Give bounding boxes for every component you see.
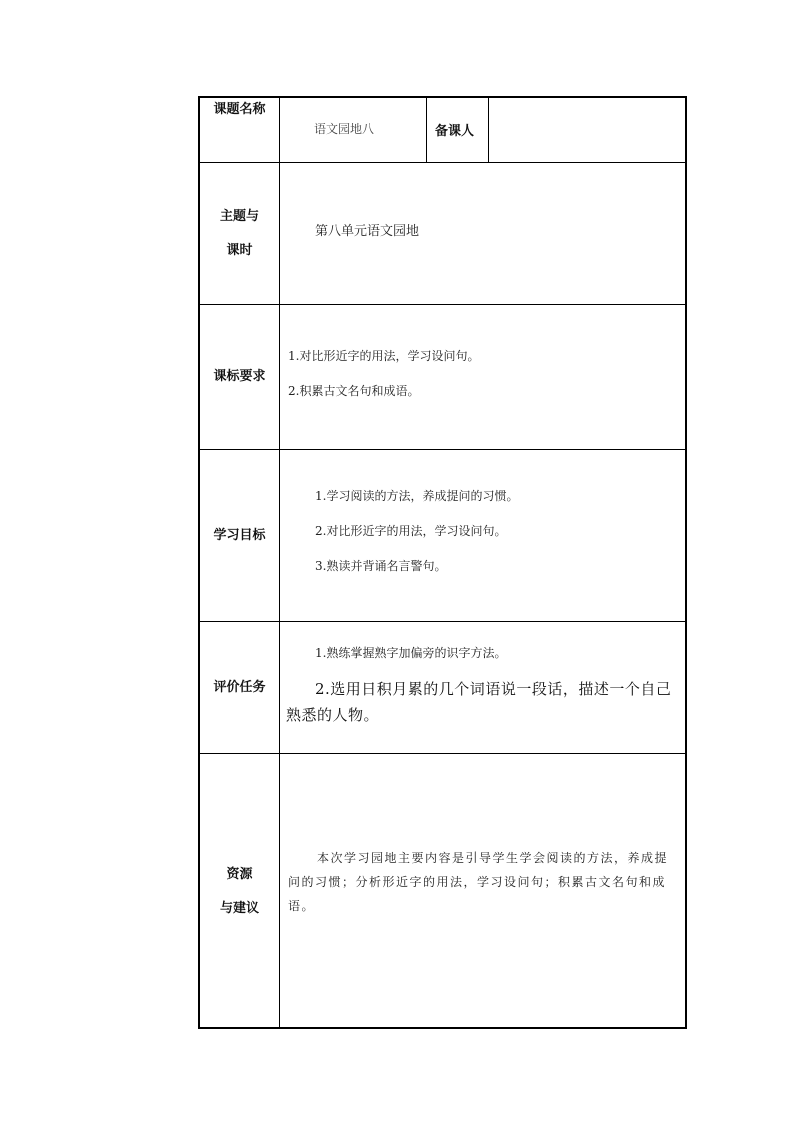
theme-cell bbox=[280, 163, 685, 304]
row-assessment bbox=[200, 622, 685, 754]
objectives-cell bbox=[280, 450, 685, 621]
assessment-label: 评价任务 bbox=[200, 622, 280, 753]
curriculum-cell bbox=[280, 305, 685, 449]
objective-item-3: 3.熟读并背诵名言警句。 bbox=[315, 559, 447, 573]
assessment-cell bbox=[280, 622, 685, 753]
course-title-value: 语文园地八 bbox=[280, 98, 427, 162]
objective-item-1: 1.学习阅读的方法，养成提问的习惯。 bbox=[315, 489, 519, 503]
preparer-value bbox=[489, 98, 685, 162]
row-resources bbox=[200, 754, 685, 1029]
resources-label-line2: 与建议 bbox=[219, 900, 259, 916]
resources-label bbox=[200, 754, 280, 1029]
objective-item-2: 2.对比形近字的用法，学习设问句。 bbox=[315, 524, 507, 538]
resources-text: 本次学习园地主要内容是引导学生学会阅读的方法，养成提问的习惯；分析形近字的用法，学习设问句；积累古文名句和成语。 bbox=[288, 851, 669, 913]
assessment-item-2: 2.选用日积月累的几个词语说一段话，描述一个自己熟悉的人物。 bbox=[286, 680, 672, 724]
row-curriculum bbox=[200, 305, 685, 450]
course-title-label: 课题名称 bbox=[200, 98, 280, 162]
curriculum-label: 课标要求 bbox=[200, 305, 280, 449]
row-theme bbox=[200, 163, 685, 305]
curriculum-item-1: 1.对比形近字的用法，学习设问句。 bbox=[288, 349, 480, 363]
theme-label-line1: 主题与 bbox=[219, 208, 259, 224]
theme-label-line2: 课时 bbox=[226, 242, 253, 258]
resources-label-line1: 资源 bbox=[226, 866, 253, 882]
row-course-title bbox=[200, 98, 685, 163]
row-objectives bbox=[200, 450, 685, 622]
preparer-label: 备课人 bbox=[427, 98, 489, 162]
theme-label bbox=[200, 163, 280, 304]
objectives-label: 学习目标 bbox=[200, 450, 280, 621]
assessment-item-1: 1.熟练掌握熟字加偏旁的识字方法。 bbox=[315, 646, 507, 660]
lesson-plan-table bbox=[198, 96, 687, 1029]
theme-value: 第八单元语文园地 bbox=[315, 224, 420, 239]
course-title-cell bbox=[280, 98, 685, 162]
resources-cell bbox=[280, 754, 685, 1029]
curriculum-item-2: 2.积累古文名句和成语。 bbox=[288, 384, 420, 398]
